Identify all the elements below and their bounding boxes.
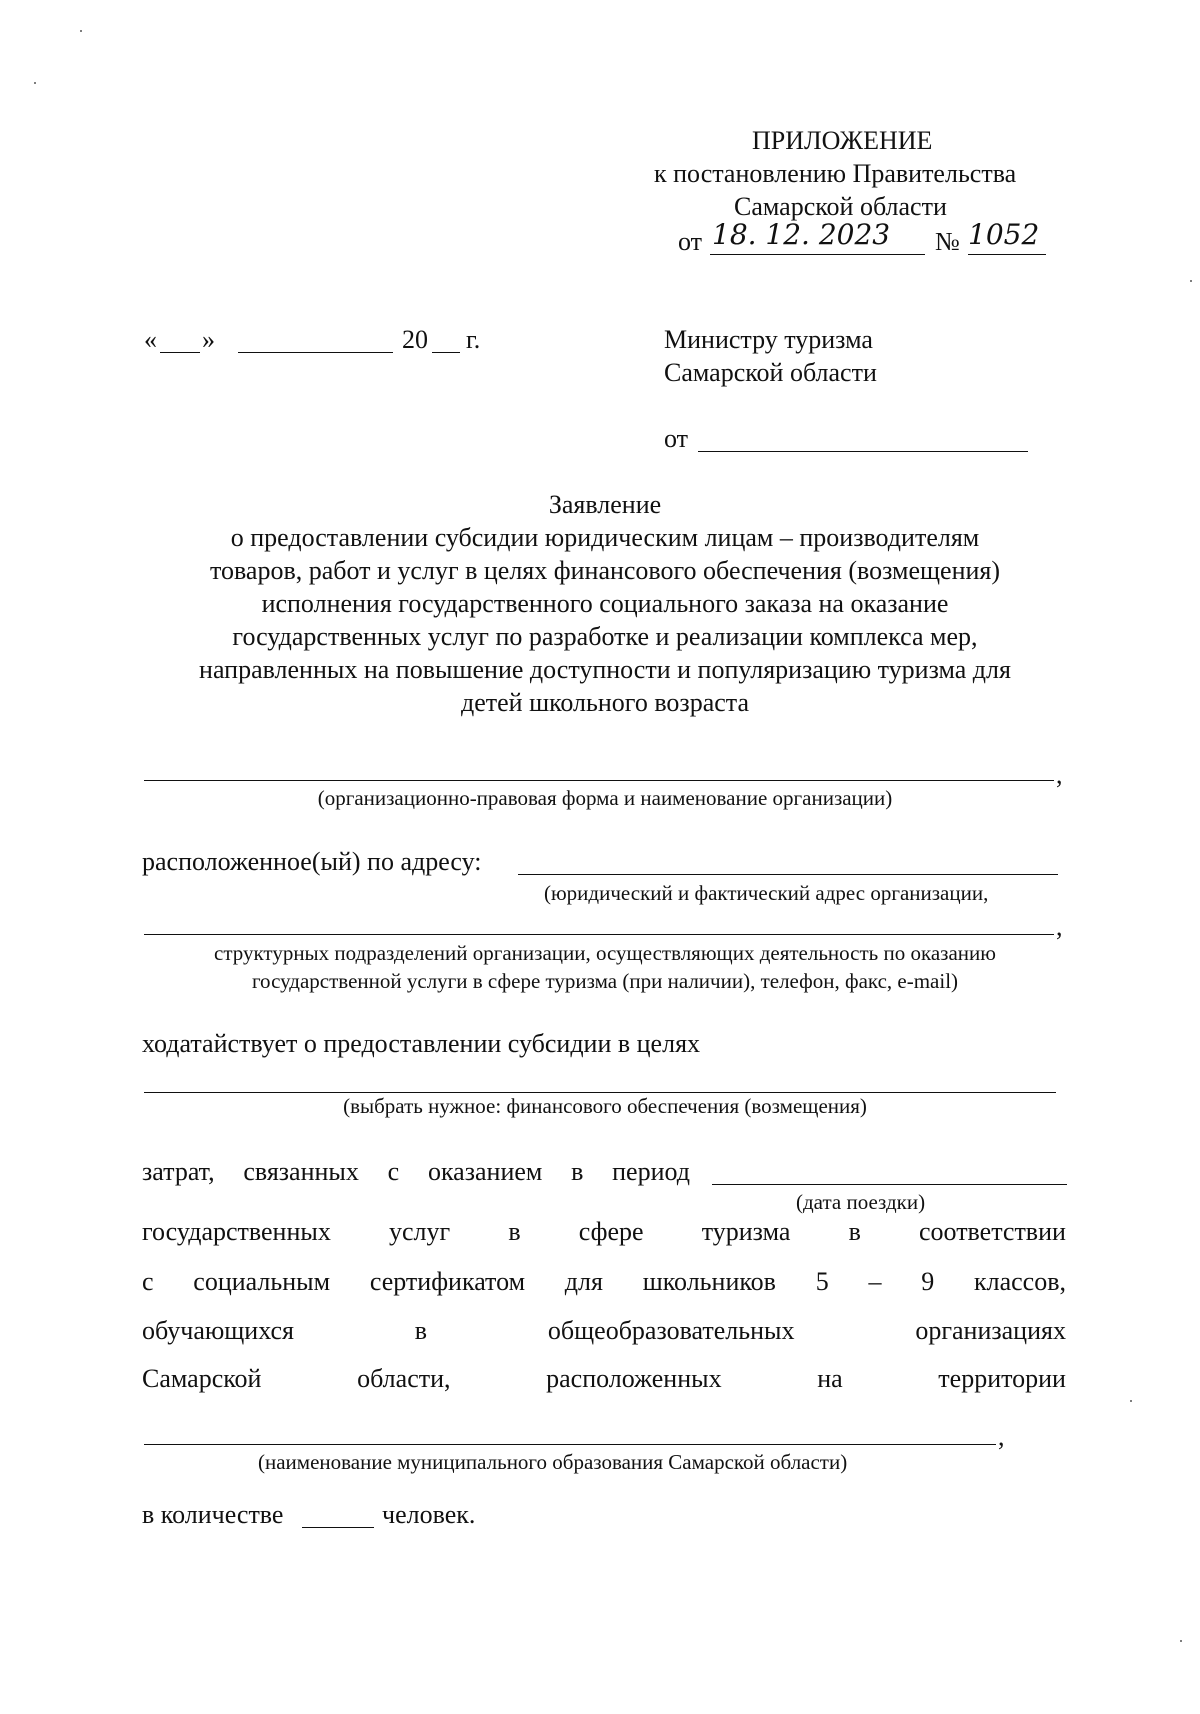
- appendix-number-line: [968, 254, 1046, 255]
- body-word: в: [508, 1217, 521, 1246]
- subdivisions-hint-line1: структурных подразделений организации, осуществляющих деятельность по оказанию: [214, 941, 996, 965]
- body-word: 9: [921, 1267, 935, 1296]
- body-word: обучающихся: [142, 1316, 294, 1345]
- addressee-line1: Министру туризма: [664, 325, 873, 354]
- body-word: 5: [815, 1267, 829, 1296]
- address-line-2: [144, 934, 1054, 935]
- quantity-suffix: человек.: [382, 1500, 476, 1529]
- appendix-region: Самарской области: [734, 192, 947, 221]
- body-row-4: [142, 1364, 1066, 1394]
- period-word: затрат,: [142, 1157, 215, 1186]
- appendix-from-label: от: [678, 227, 703, 256]
- addressee-from-line: [698, 451, 1028, 452]
- statement-heading: Заявление: [548, 490, 662, 519]
- statement-title-line: направленных на повышение доступности и популяризацию туризма для: [199, 655, 1011, 684]
- body-word: общеобразовательных: [547, 1316, 795, 1345]
- period-word: период: [612, 1157, 690, 1186]
- body-word: туризма: [701, 1217, 791, 1246]
- body-word: школьников: [642, 1267, 776, 1296]
- appendix-title: ПРИЛОЖЕНИЕ: [752, 126, 933, 155]
- body-word: государственных: [142, 1217, 331, 1246]
- body-row-1: [142, 1217, 1066, 1247]
- statement-title-line: исполнения государственного социального заказа на оказание: [261, 589, 949, 618]
- body-word: расположенных: [546, 1364, 722, 1393]
- petition-text: ходатайствует о предоставлении субсидии в целях: [142, 1029, 701, 1058]
- body-word: в: [848, 1217, 861, 1246]
- appendix-date-handwritten: 18. 12. 2023: [712, 218, 891, 251]
- org-name-comma: ,: [1056, 760, 1063, 789]
- org-name-line: [144, 780, 1054, 781]
- address-label: расположенное(ый) по адресу:: [142, 847, 482, 876]
- period-word: оказанием: [427, 1157, 543, 1186]
- scan-speck: [1180, 1640, 1182, 1642]
- body-word: –: [868, 1267, 882, 1296]
- subdivisions-hint-line2: государственной услуги в сфере туризма (при наличии), телефон, факс, e-mail): [251, 969, 959, 993]
- body-row-2: [142, 1267, 1066, 1297]
- body-word: услуг: [389, 1217, 451, 1246]
- appendix-resolution: к постановлению Правительства: [654, 159, 1017, 188]
- quantity-line: [302, 1527, 374, 1528]
- body-row-3: [142, 1316, 1066, 1346]
- statement-title-line: о предоставлении субсидии юридическим лицам – производителям: [230, 523, 980, 552]
- address-comma: ,: [1056, 912, 1063, 941]
- body-word: области,: [357, 1364, 451, 1393]
- date-close-quote: »: [202, 325, 215, 354]
- body-word: сертификатом: [369, 1267, 526, 1296]
- address-hint: (юридический и фактический адрес организации,: [544, 881, 989, 905]
- statement-title-line: детей школьного возраста: [460, 688, 749, 717]
- period-word: в: [571, 1157, 584, 1186]
- addressee-line2: Самарской области: [664, 358, 877, 387]
- statement-title-line: товаров, работ и услуг в целях финансового обеспечения (возмещения): [209, 556, 1001, 585]
- body-word: с: [142, 1267, 154, 1296]
- body-word: сфере: [578, 1217, 644, 1246]
- period-row: [142, 1157, 690, 1187]
- body-word: социальным: [193, 1267, 331, 1296]
- date-month-line: [238, 352, 393, 353]
- appendix-date-line: [710, 254, 925, 255]
- municipality-hint: (наименование муниципального образования Самарской области): [258, 1450, 848, 1474]
- statement-title-line: государственных услуг по разработке и реализации комплекса мер,: [232, 622, 978, 651]
- scan-speck: [80, 30, 82, 32]
- scan-speck: [1130, 1400, 1132, 1402]
- body-word: на: [817, 1364, 843, 1393]
- municipality-comma: ,: [998, 1422, 1005, 1451]
- appendix-number-label: №: [935, 227, 960, 256]
- body-word: для: [564, 1267, 603, 1296]
- scan-speck: [34, 82, 36, 84]
- date-year-suffix: г.: [466, 325, 481, 354]
- addressee-from-label: от: [664, 424, 689, 453]
- body-word: классов,: [973, 1267, 1066, 1296]
- address-line: [518, 874, 1058, 875]
- quantity-prefix: в количестве: [142, 1500, 284, 1529]
- period-word: с: [387, 1157, 400, 1186]
- period-word: связанных: [243, 1157, 359, 1186]
- municipality-line: [144, 1444, 996, 1445]
- org-name-hint: (организационно-правовая форма и наименование организации): [317, 786, 893, 810]
- date-year-prefix: 20: [402, 325, 428, 354]
- body-word: организациях: [915, 1316, 1066, 1345]
- appendix-number-handwritten: 1052: [968, 218, 1040, 251]
- body-word: в: [414, 1316, 428, 1345]
- date-day-line: [160, 352, 200, 353]
- scan-speck: [1190, 280, 1192, 282]
- trip-date-line: [712, 1184, 1067, 1185]
- purpose-hint: (выбрать нужное: финансового обеспечения (возмещения): [343, 1094, 867, 1118]
- date-year-line: [432, 352, 460, 353]
- trip-date-hint: (дата поездки): [796, 1190, 926, 1214]
- body-word: территории: [938, 1364, 1066, 1393]
- date-open-quote: «: [144, 325, 157, 354]
- body-word: Самарской: [142, 1364, 262, 1393]
- body-word: соответствии: [919, 1217, 1066, 1246]
